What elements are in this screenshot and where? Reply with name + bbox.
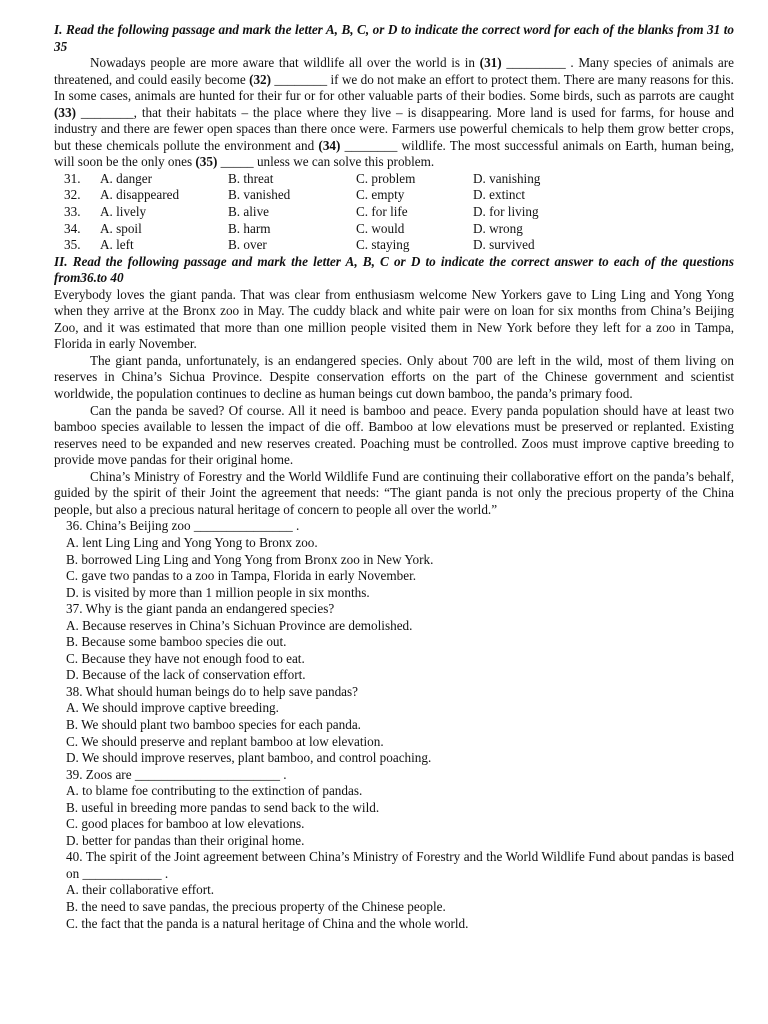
question-number: 32. [64,187,81,203]
option-b: B. over [228,237,267,253]
question-stem: 38. What should human beings do to help save pandas? [66,683,359,699]
option-a: A. lively [100,204,147,220]
answer-option: A. their collaborative effort. [66,882,215,898]
question-number: 34. [64,220,81,236]
passage-text: ________, that their habitats – the place where they live – is disappearing. More land is used for farms, for house and industry and there are fewer open spaces than there once were. Farmers use powerful chemicals to help them grow better crops, but these chemicals pollute the environment and [54,104,734,153]
option-a: A. danger [100,170,152,186]
answer-option: C. Because they have not enough food to eat. [66,650,305,666]
question-stem: 40. The spirit of the Joint agreement between China’s Ministry of Forestry and the World Wildlife Fund about pandas is based on ____________ . [66,849,734,881]
passage-paragraph: China’s Ministry of Forestry and the World Wildlife Fund are continuing their collaborative effort on the panda’s behalf, guided by the spirit of their Joint the agreement that needs: “The giant panda is not only the precious property of the China people, but also a precious natural heritage of concern to people all over the world.” [54,468,734,517]
answer-option: B. We should plant two bamboo species for each panda. [66,716,361,732]
blank-number: (35) [195,154,218,170]
passage-text: _____ unless we can solve this problem. [217,154,435,170]
answer-option: A. Because reserves in China’s Sichuan Province are demolished. [66,617,413,633]
section-2-questions [54,518,734,932]
passage-text: Nowadays people are more aware that wildlife all over the world is in [90,55,480,71]
option-c: C. problem [356,170,416,186]
question-stem: 36. China’s Beijing zoo _______________ . [66,518,300,534]
option-b: B. threat [228,170,274,186]
passage-text: ________ wildlife. The most successful animals on Earth, human being, will soon be the only ones [54,137,734,170]
option-c: C. would [356,220,405,236]
question-number: 35. [64,237,81,253]
option-c: C. staying [356,237,410,253]
passage-text: _________ . Many species of animals are threatened, and could easily become [54,55,735,87]
question-stem: 39. Zoos are ______________________ . [66,766,287,782]
answer-option: D. better for pandas than their original home. [66,832,305,848]
option-a: A. left [100,237,134,253]
section-2 [54,254,734,932]
passage-text: ________ if we do not make an effort to protect them. There are many reasons for this. In some cases, animals are hunted for their fur or for other valuable parts of their bodies. Some birds, such as parrots are caught [54,71,734,104]
option-a: A. disappeared [100,187,180,203]
section-1-passage [54,55,734,171]
answer-option: D. We should improve reserves, plant bamboo, and control poaching. [66,750,432,766]
answer-option: A. We should improve captive breeding. [66,700,279,716]
option-b: B. vanished [228,187,291,203]
answer-option: A. lent Ling Ling and Yong Yong to Bronx zoo. [66,534,318,550]
option-c: C. for life [356,204,408,220]
option-row [54,171,734,188]
option-d: D. survived [473,237,535,253]
option-row [54,237,734,254]
passage-paragraph: Can the panda be saved? Of course. All it need is bamboo and peace. Every panda population should have at least two bamboo species available to lessen the impact of die off. Bamboo at low elevations must be preserved or replanted. Existing reserves need to be expanded and new reserves created. Poaching must be controlled. Zoos must improve captive breeding to provide move pandas for their original home. [54,402,734,468]
answer-option: B. Because some bamboo species die out. [66,634,287,650]
answer-option: C. good places for bamboo at low elevations. [66,816,305,832]
answer-option: C. the fact that the panda is a natural heritage of China and the whole world. [66,915,469,931]
option-row [54,221,734,238]
blank-number: (31) [479,55,502,71]
section-1-options [54,171,734,254]
answer-option: B. useful in breeding more pandas to send back to the wild. [66,799,380,815]
option-row [54,204,734,221]
question-number: 31. [64,170,81,186]
question-stem: 37. Why is the giant panda an endangered species? [66,601,335,617]
option-d: D. vanishing [473,170,541,186]
answer-option: A. to blame foe contributing to the extinction of pandas. [66,783,363,799]
section-2-heading: II. Read the following passage and mark the letter A, B, C or D to indicate the correct answer to each of the questions from36.to 40 [54,253,734,286]
question-number: 33. [64,204,81,220]
answer-option: D. is visited by more than 1 million people in six months. [66,584,370,600]
answer-option: C. We should preserve and replant bamboo at low elevation. [66,733,384,749]
option-b: B. alive [228,204,270,220]
blank-number: (34) [318,137,341,153]
option-row [54,187,734,204]
option-d: D. extinct [473,187,526,203]
blank-number: (33) [54,104,76,120]
answer-option: B. borrowed Ling Ling and Yong Yong from Bronx zoo in New York. [66,551,434,567]
blank-number: (32) [249,71,272,87]
option-a: A. spoil [100,220,142,236]
answer-option: D. Because of the lack of conservation effort. [66,667,306,683]
option-d: D. wrong [473,220,523,236]
answer-option: C. gave two pandas to a zoo in Tampa, Florida in early November. [66,568,417,584]
option-c: C. empty [356,187,405,203]
answer-option: B. the need to save pandas, the precious property of the Chinese people. [66,898,446,914]
section-1-heading: I. Read the following passage and mark the letter A, B, C, or D to indicate the correct word for each of the blanks from 31 to 35 [54,22,734,54]
passage-paragraph: Everybody loves the giant panda. That was clear from enthusiasm welcome New Yorkers gave to Ling Ling and Yong Yong when they arrive at the Bronx zoo in May. The cuddy black and white pair were on loan for six months from China’s Beijing Zoo, and it was estimated that more than one million people visited them in New York before they left for a zoo in Tampa, Florida in early November. [54,286,734,352]
option-d: D. for living [473,204,539,220]
section-1 [54,22,734,254]
passage-paragraph: The giant panda, unfortunately, is an endangered species. Only about 700 are left in the wild, most of them living on reserves in China’s Sichua Province. Despite conservation efforts on the part of the Chinese government and scientist worldwide, the population continues to decline as human beings cut down bamboo, the panda’s primary food. [54,352,734,402]
section-2-passage [54,287,734,519]
option-b: B. harm [228,220,271,236]
